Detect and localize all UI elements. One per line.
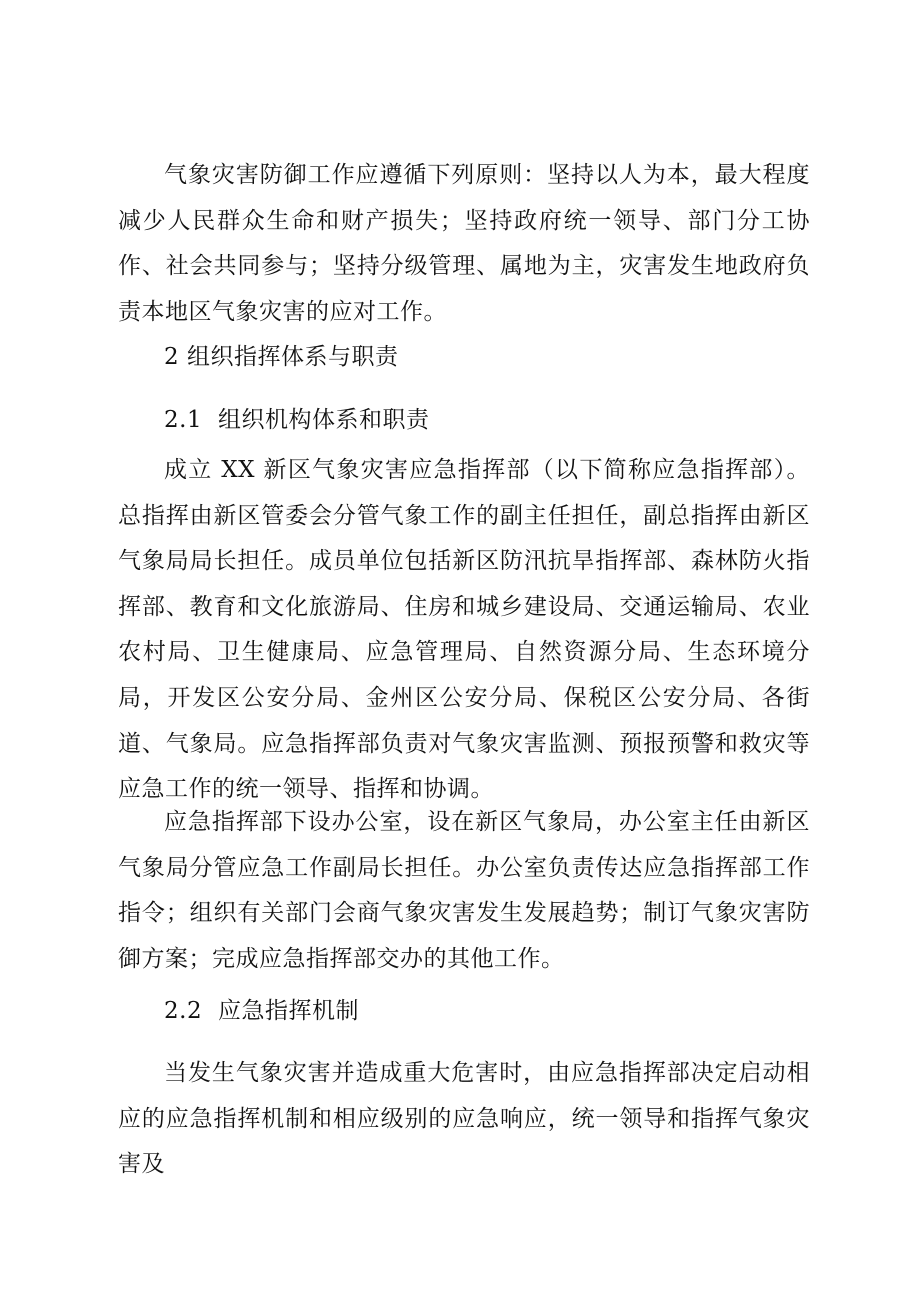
section-heading-2-2 bbox=[164, 994, 359, 1028]
section-number-2-1: 2.1 bbox=[164, 407, 203, 433]
paragraph-office-duties: 应急指挥部下设办公室，设在新区气象局，办公室主任由新区气象局分管应急工作副局长担任。办公室负责传达应急指挥部工作指令；组织有关部门会商气象灾害发生发展趋势；制订气象灾害防御方案；完成应急指挥部交办的其他工作。 bbox=[118, 809, 810, 972]
section-heading-2-text: 2 组织指挥体系与职责 bbox=[164, 344, 399, 370]
section-title-2-2: 应急指挥机制 bbox=[218, 998, 359, 1024]
paragraph-defense-principles: 气象灾害防御工作应遵循下列原则：坚持以人为本，最大程度减少人民群众生命和财产损失；坚持政府统一领导、部门分工协作、社会共同参与；坚持分级管理、属地为主，灾害发生地政府负责本地区气象灾害的应对工作。 bbox=[118, 162, 810, 325]
paragraph-command-structure: 成立 XX 新区气象灾害应急指挥部（以下简称应急指挥部）。总指挥由新区管委会分管气象工作的副主任担任，副总指挥由新区气象局局长担任。成员单位包括新区防汛抗旱指挥部、森林防火指挥部、教育和文化旅游局、住房和城乡建设局、交通运输局、农业农村局、卫生健康局、应急管理局、自然资源分局、生态环境分局，开发区公安分局、金州区公安分局、保税区公安分局、各街道、气象局。应急指挥部负责对气象灾害监测、预报预警和救灾等应急工作的统一领导、指挥和协调。 bbox=[118, 457, 810, 803]
section-heading-2-1 bbox=[164, 403, 430, 437]
paragraph-command-mechanism: 当发生气象灾害并造成重大危害时，由应急指挥部决定启动相应的应急指挥机制和相应级别的应急响应，统一领导和指挥气象灾害及 bbox=[118, 1060, 810, 1178]
section-title-2-1: 组织机构体系和职责 bbox=[218, 407, 430, 433]
section-number-2-2: 2.2 bbox=[164, 998, 203, 1024]
section-heading-2 bbox=[164, 340, 398, 374]
